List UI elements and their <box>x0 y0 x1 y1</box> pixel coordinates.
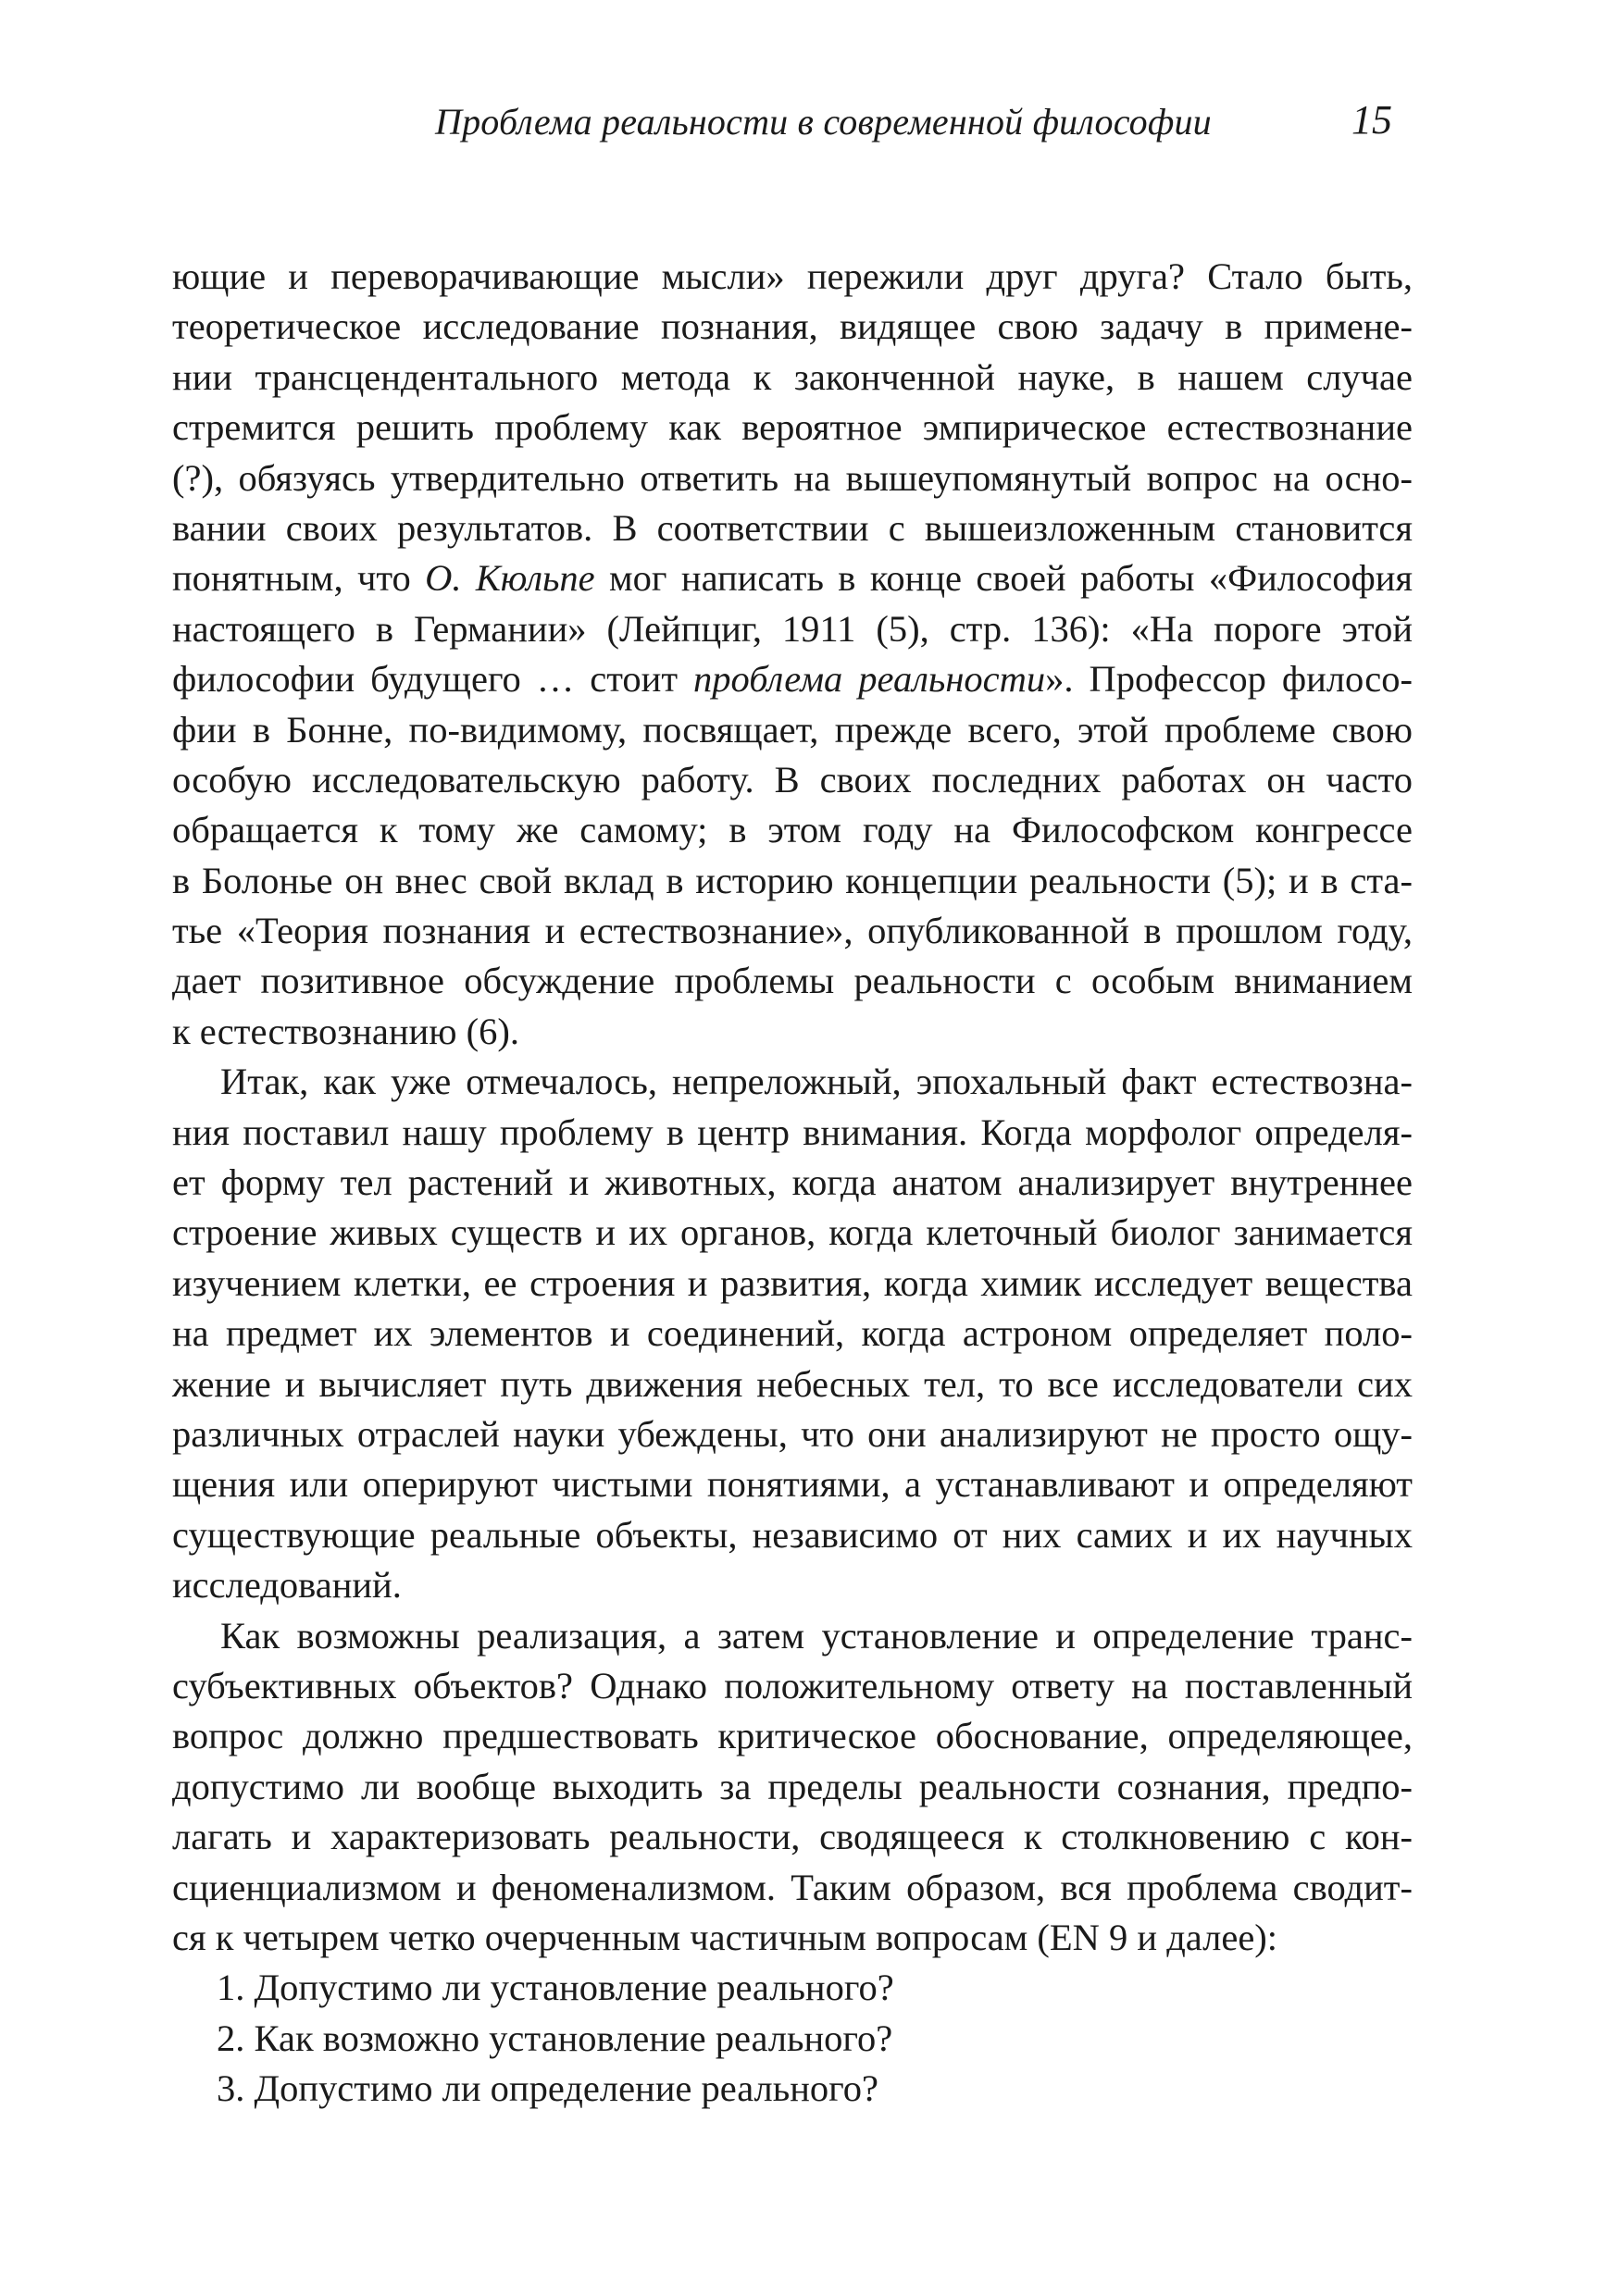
text-line <box>172 1108 1413 1158</box>
text-line <box>172 1863 1413 1913</box>
text-run: существующие реальные объекты, независимо от них самих и их научных <box>172 1513 1413 1556</box>
text-run: сциенциализмом и феноменализмом. Таким образом, вся проблема сводит- <box>172 1866 1413 1908</box>
text-run: тье «Теория познания и естествознание», опубликованной в прошлом году, <box>172 910 1413 952</box>
text-run: ет форму тел растений и животных, когда анатом анализирует внутреннее <box>172 1161 1413 1204</box>
text-line <box>172 604 1413 654</box>
text-run: настоящего в Германии» (Лейпциг, 1911 (5), стр. 136): «На пороге этой <box>172 607 1413 650</box>
text-run: субъективных объектов? Однако положительному ответу на поставленный <box>172 1664 1413 1706</box>
text-run: ». Профессор филосо- <box>1045 658 1413 701</box>
text-run: ния поставил нашу проблему в центр внимания. Когда морфолог определя- <box>172 1111 1413 1153</box>
text-line <box>172 1611 1413 1661</box>
text-run: Итак, как уже отмечалось, непреложный, эпохальный факт естествозна- <box>220 1061 1413 1103</box>
text-run: ющие и переворачивающие мысли» пережили друг друга? Стало быть, <box>172 255 1413 297</box>
text-run: стремится решить проблему как вероятное эмпирическое естествознание <box>172 406 1413 449</box>
text-line <box>172 1913 1413 1963</box>
text-line <box>172 956 1413 1006</box>
text-run: обращается к тому же самому; в этом году на Философском конгрессе <box>172 809 1413 851</box>
text-run: жение и вычисляет путь движения небесных тел, то все исследователи сих <box>172 1362 1413 1405</box>
text-run: Как возможны реализация, а затем установление и определение транс- <box>220 1614 1413 1657</box>
text-run: щения или оперируют чистыми понятиями, а устанавливают и определяют <box>172 1463 1413 1506</box>
text-run: на предмет их элементов и соединений, когда астроном определяет поло- <box>172 1312 1413 1355</box>
text-line <box>172 1309 1413 1359</box>
text-line <box>172 1510 1413 1560</box>
text-line <box>172 252 1413 302</box>
text-run: нии трансцендентального метода к законченной науке, в нашем случае <box>172 355 1413 398</box>
text-run: ся к четырем четко очерченным частичным вопросам (EN 9 и далее): <box>172 1916 1278 1958</box>
text-line <box>172 856 1413 906</box>
page-number: 15 <box>1351 97 1392 143</box>
text-line <box>172 1560 1413 1610</box>
text-run: лагать и характеризовать реальности, сводящееся к столкновению с кон- <box>172 1816 1413 1858</box>
text-line <box>172 1661 1413 1711</box>
list-item: 2. Как возможно установление реального? <box>217 2017 893 2059</box>
text-line <box>172 1812 1413 1862</box>
text-run: фии в Бонне, по-видимому, посвящает, прежде всего, этой проблеме свою <box>172 708 1413 751</box>
text-run: изучением клетки, ее строения и развития, когда химик исследует вещества <box>172 1261 1413 1304</box>
italic-text: О. Кюльпе <box>425 557 595 600</box>
text-run: в Болонье он внес свой вклад в историю концепции реальности (5); и в ста- <box>172 859 1413 901</box>
text-run: различных отраслей науки убеждены, что они анализируют не просто ощу- <box>172 1412 1413 1455</box>
text-run: философии будущего … стоит <box>172 658 693 701</box>
text-run: теоретическое исследование познания, видящее свою задачу в примене- <box>172 305 1413 348</box>
numbered-question-list <box>172 1963 1413 2114</box>
text-line <box>172 654 1413 704</box>
text-line <box>172 805 1413 855</box>
text-line <box>172 302 1413 352</box>
paragraph <box>172 1057 1413 1610</box>
text-run: допустимо ли вообще выходить за пределы реальности сознания, предпо- <box>172 1765 1413 1807</box>
text-run: понятным, что <box>172 557 426 600</box>
running-head-title: Проблема реальности в современной философии <box>435 101 1212 143</box>
list-item: 3. Допустимо ли определение реального? <box>217 2067 878 2110</box>
paragraph <box>172 1611 1413 1964</box>
text-run: к естествознанию (6). <box>172 1010 519 1052</box>
text-line <box>172 403 1413 453</box>
text-line <box>172 1057 1413 1107</box>
text-line <box>172 705 1413 755</box>
text-line <box>172 755 1413 805</box>
italic-text: проблема реальности <box>693 658 1046 701</box>
text-run: вании своих результатов. В соответствии с вышеизложенным становится <box>172 506 1413 549</box>
text-line <box>172 453 1413 503</box>
text-run: строение живых существ и их органов, когда клеточный биолог занимается <box>172 1211 1413 1254</box>
text-line <box>172 1208 1413 1258</box>
text-run: (?), обязуясь утвердительно ответить на вышеупомянутый вопрос на осно- <box>172 456 1413 499</box>
text-line <box>172 1158 1413 1208</box>
text-line <box>172 1409 1413 1459</box>
text-line <box>172 1007 1413 1057</box>
text-line <box>172 1259 1413 1309</box>
body-text <box>172 252 1413 2114</box>
text-line <box>172 503 1413 553</box>
text-run: дает позитивное обсуждение проблемы реальности с особым вниманием <box>172 960 1413 1002</box>
text-line <box>172 1762 1413 1812</box>
text-line <box>172 906 1413 956</box>
text-run: мог написать в конце своей работы «Философия <box>594 557 1413 600</box>
text-line <box>172 1459 1413 1509</box>
text-line <box>172 1359 1413 1409</box>
text-run: исследований. <box>172 1564 402 1607</box>
text-run: особую исследовательскую работу. В своих последних работах он часто <box>172 758 1413 800</box>
paragraph <box>172 252 1413 1057</box>
text-line <box>172 1711 1413 1761</box>
text-line <box>172 553 1413 603</box>
text-run: вопрос должно предшествовать критическое обоснование, определяющее, <box>172 1715 1413 1757</box>
text-line <box>172 353 1413 403</box>
list-item: 1. Допустимо ли установление реального? <box>217 1967 894 2009</box>
